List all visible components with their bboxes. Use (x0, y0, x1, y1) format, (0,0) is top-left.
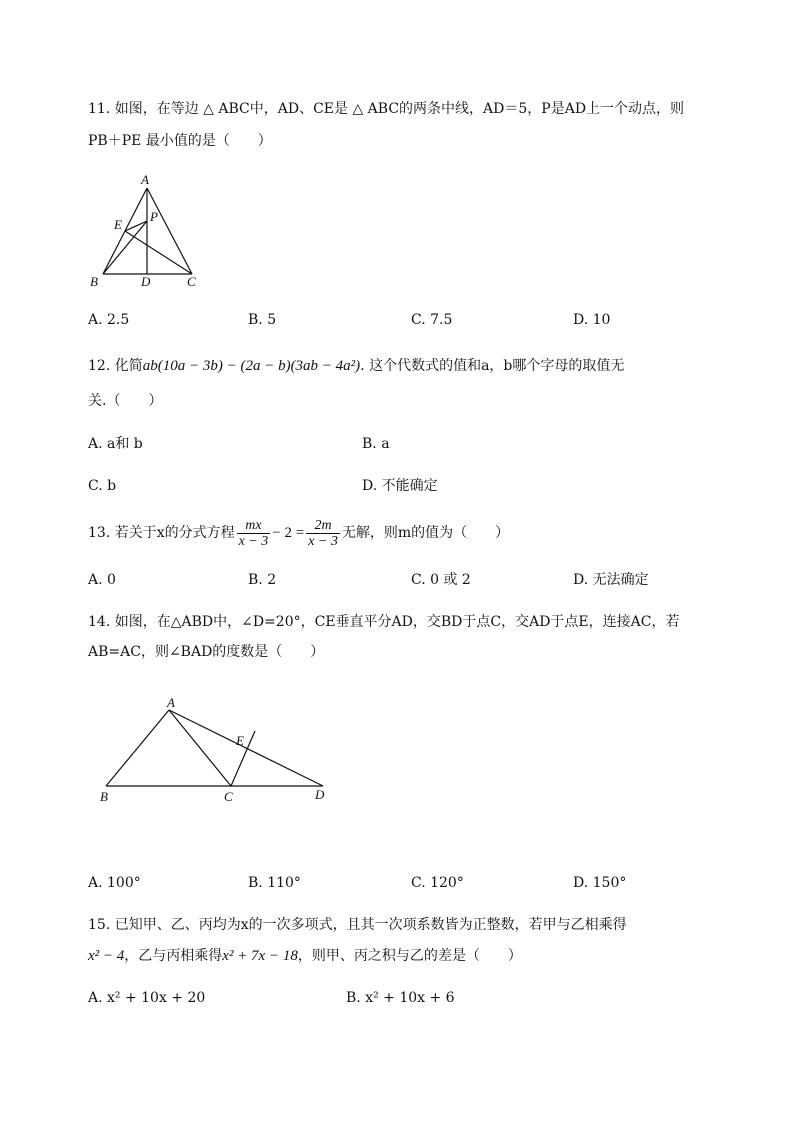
q11-option-a[interactable]: A. 2.5 (88, 312, 130, 328)
q14-option-a[interactable]: A. 100° (88, 875, 141, 891)
q11-segment-pe (125, 221, 147, 231)
q14-triangle-figure (90, 693, 340, 808)
q15-stem-line1: 15. 已知甲、乙、丙均为x的一次多项式，且其一次项系数皆为正整数，若甲与乙相乘得 (88, 917, 627, 933)
q12-stem-line1 (88, 356, 624, 376)
q12-option-d[interactable]: D. 不能确定 (362, 478, 438, 494)
q12-option-c[interactable]: C. b (88, 478, 117, 494)
q11-label-e: E (114, 217, 122, 232)
q11-option-d[interactable]: D. 10 (573, 312, 611, 328)
q14-stem-line1: 14. 如图，在△ABD中，∠D=20°，CE垂直平分AD，交BD于点C，交AD于点E，连接AC，若 (88, 614, 680, 630)
q11-option-b[interactable]: B. 5 (248, 312, 277, 328)
q12-option-b[interactable]: B. a (362, 436, 390, 452)
q13-option-c[interactable]: C. 0 或 2 (411, 572, 471, 588)
q15-stem-line2 (88, 946, 522, 966)
q11-stem-line1: 11. 如图，在等边 △ ABC中，AD、CE是 △ ABC的两条中线，AD＝5，P是AD上一个动点，则 (88, 101, 685, 117)
q11-segment-pb (103, 221, 147, 274)
q11-median-ce (125, 231, 192, 274)
q14-label-a: A (167, 695, 175, 710)
q13-frac2-numerator: 2m (306, 518, 340, 534)
q13-prefix: 13. 若关于x的分式方程 (88, 525, 235, 541)
q14-option-d[interactable]: D. 150° (573, 875, 627, 891)
q14-label-e: E (236, 733, 244, 748)
q12-option-a[interactable]: A. a和 b (88, 436, 143, 452)
q12-suffix: . 这个代数式的值和a，b哪个字母的取值无 (360, 358, 625, 374)
q14-side-ab (106, 710, 169, 786)
q15-text-2: ，则甲、丙之积与乙的差是（ ） (297, 948, 522, 964)
q15-expr-1: x² − 4 (88, 948, 125, 964)
q15-option-b[interactable]: B. x² + 10x + 6 (346, 990, 455, 1006)
q11-label-p: P (150, 209, 158, 224)
q14-label-b: B (100, 789, 108, 804)
q12-prefix: 12. 化简 (88, 358, 143, 374)
q11-label-c: C (187, 274, 196, 289)
q11-label-a: A (141, 172, 149, 187)
q11-label-d: D (141, 274, 151, 289)
q11-stem-line2: PB＋PE 最小值的是（ ） (88, 133, 272, 149)
q13-option-b[interactable]: B. 2 (248, 572, 277, 588)
q14-label-d: D (315, 787, 325, 802)
q12-expression: ab(10a − 3b) − (2a − b)(3ab − 4a²) (142, 358, 361, 374)
q13-fraction-1 (237, 518, 271, 549)
q11-label-b: B (90, 274, 98, 289)
q11-option-c[interactable]: C. 7.5 (411, 312, 453, 328)
q14-stem-line2: AB=AC，则∠BAD的度数是（ ） (88, 644, 325, 660)
q13-suffix: 无解，则m的值为（ ） (341, 525, 510, 541)
q14-segment-ac (169, 710, 231, 786)
q14-option-c[interactable]: C. 120° (411, 875, 464, 891)
q13-option-d[interactable]: D. 无法确定 (573, 572, 649, 588)
q14-label-c: C (224, 789, 233, 804)
q13-frac1-denominator: x − 3 (238, 533, 269, 549)
q15-expr-2: x² + 7x − 18 (222, 948, 298, 964)
q11-triangle-figure (80, 168, 220, 293)
q15-text-1: ，乙与丙相乘得 (124, 948, 223, 964)
q13-frac1-numerator: mx (237, 518, 271, 534)
q15-option-a[interactable]: A. x² + 10x + 20 (88, 990, 206, 1006)
q11-side-ac (147, 188, 192, 274)
q14-side-ad (169, 710, 323, 786)
q14-option-b[interactable]: B. 110° (248, 875, 301, 891)
q13-middle: − 2 = (272, 525, 305, 541)
q13-fraction-2 (306, 518, 340, 549)
q13-option-a[interactable]: A. 0 (88, 572, 116, 588)
q13-frac2-denominator: x − 3 (308, 533, 338, 549)
q13-stem (88, 513, 509, 553)
q12-stem-line2: 关.（ ） (88, 393, 163, 409)
